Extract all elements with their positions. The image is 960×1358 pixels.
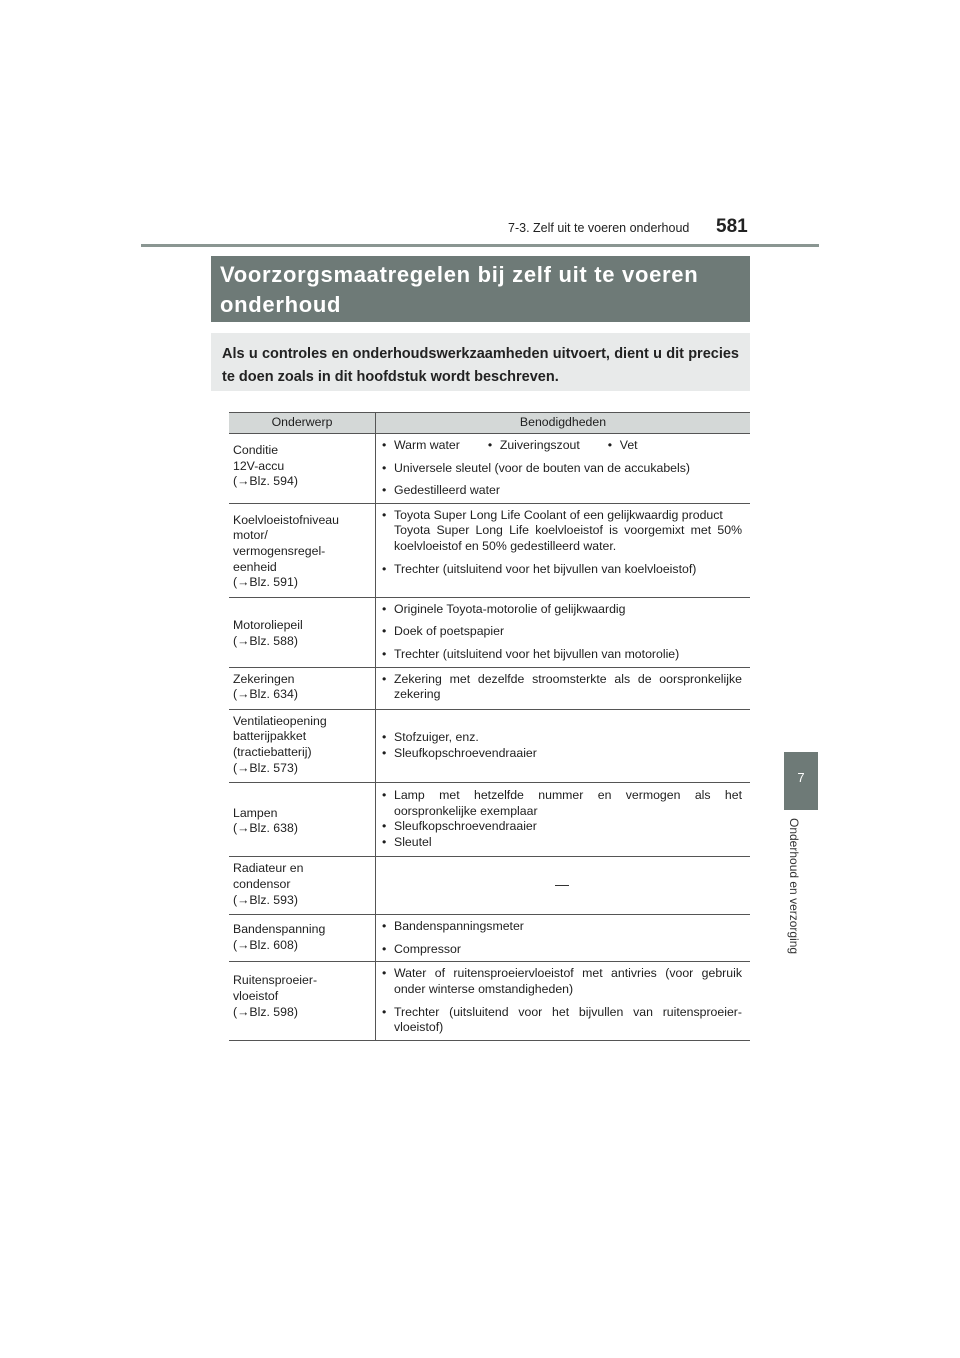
list-item: • Lamp met hetzelfde nummer en vermogen als het oorspronkelijke exemplaar [382, 788, 742, 819]
supplies-cell [376, 709, 751, 782]
subject-line: (→Blz. 638) [233, 821, 298, 836]
table-row [229, 597, 750, 667]
empty-dash [555, 885, 569, 886]
subject-line: motor/ [233, 528, 268, 543]
subject-line: Bandenspanning [233, 922, 326, 937]
subject-cell [229, 709, 376, 782]
subject-cell [229, 503, 376, 597]
subject-line: (→Blz. 608) [233, 937, 298, 952]
subject-cell [229, 962, 376, 1040]
subject-line: Radiateur en [233, 861, 304, 876]
list-item: • Bandenspanningsmeter [382, 919, 742, 935]
list-item: • Warm water [382, 438, 460, 454]
table-row [229, 709, 750, 782]
subject-line: eenheid [233, 559, 277, 574]
list-item: • Originele Toyota-motorolie of gelijkwaardig [382, 602, 742, 618]
maintenance-table [229, 412, 750, 1041]
subject-line: Ruitensproeier- [233, 973, 318, 988]
list-item: • Trechter (uitsluitend voor het bijvullen van ruitensproeier-vloeistof) [382, 1005, 742, 1036]
subject-line: batterijpakket [233, 729, 307, 744]
subject-line: (tractiebatterij) [233, 744, 312, 759]
table-row [229, 503, 750, 597]
supplies-list [382, 788, 742, 850]
column-header-subject: Onderwerp [229, 413, 376, 434]
subject-line: (→Blz. 634) [233, 687, 298, 702]
table-row [229, 915, 750, 962]
list-item: • Sleufkopschroevendraaier [382, 746, 742, 762]
subject-cell [229, 597, 376, 667]
subject-line: (→Blz. 591) [233, 575, 298, 590]
chapter-label: Onderhoud en verzorging [787, 818, 801, 955]
list-item: • Stofzuiger, enz. [382, 730, 742, 746]
list-item [382, 508, 742, 555]
intro-text: Als u controles en onderhoudswerkzaamheden uitvoert, dient u dit precies te doen zoals in dit hoofdstuk wordt beschreven. [211, 333, 750, 391]
subject-cell [229, 915, 376, 962]
page-title: Voorzorgsmaatregelen bij zelf uit te voeren onderhoud [211, 256, 750, 322]
list-item: • Gedestilleerd water [382, 483, 742, 499]
table-row [229, 783, 750, 857]
supplies-cell [376, 962, 751, 1040]
supplies-cell [376, 783, 751, 857]
list-item: • Universele sleutel (voor de bouten van de accukabels) [382, 461, 742, 477]
supplies-list [382, 602, 742, 663]
list-item-text: Toyota Super Long Life Coolant of een gelijkwaardig product [394, 507, 723, 522]
table-header-row [229, 413, 750, 434]
subject-line: Motoroliepeil [233, 618, 303, 633]
subject-cell [229, 857, 376, 915]
list-item: • Compressor [382, 942, 742, 958]
table-row [229, 434, 750, 504]
supplies-list [382, 966, 742, 1035]
list-item: • Doek of poetspapier [382, 624, 742, 640]
subject-line: Ventilatieopening [233, 713, 327, 728]
list-item-note: Toyota Super Long Life koelvloeistof is voorgemixt met 50% koelvloeistof en 50% gedestilleerd water. [394, 523, 742, 553]
list-item: • Trechter (uitsluitend voor het bijvullen van motorolie) [382, 647, 742, 663]
supplies-cell [376, 597, 751, 667]
subject-line: Zekeringen [233, 671, 295, 686]
list-item: • Zuiveringszout [488, 438, 580, 454]
subject-line: (→Blz. 593) [233, 892, 298, 907]
page-number: 581 [716, 216, 748, 237]
supplies-cell [376, 857, 751, 915]
table-row [229, 962, 750, 1040]
supplies-cell [376, 503, 751, 597]
subject-cell [229, 783, 376, 857]
subject-line: vermogensregel- [233, 543, 326, 558]
header-divider [141, 244, 819, 247]
subject-line: Koelvloeistofniveau [233, 512, 339, 527]
subject-line: vloeistof [233, 989, 279, 1004]
subject-line: condensor [233, 877, 291, 892]
supplies-cell [376, 915, 751, 962]
subject-line: (→Blz. 573) [233, 760, 298, 775]
supplies-list [382, 730, 742, 761]
supplies-cell [376, 667, 751, 709]
list-item: • Water of ruitensproeiervloeistof met antivries (voor gebruik onder winterse omstandigheden) [382, 966, 742, 997]
subject-line: Lampen [233, 805, 278, 820]
subject-line: (→Blz. 594) [233, 474, 298, 489]
list-item: • Zekering met dezelfde stroomsterkte als de oorspronkelijke zekering [382, 672, 742, 703]
subject-cell [229, 667, 376, 709]
subject-line: Conditie [233, 443, 279, 457]
supplies-list [382, 461, 742, 499]
subject-cell [229, 434, 376, 504]
supplies-list [382, 919, 742, 957]
list-item: • Sleutel [382, 835, 742, 851]
chapter-tab: 7 [784, 752, 818, 810]
table-row [229, 857, 750, 915]
column-header-supplies: Benodigdheden [376, 413, 751, 434]
supplies-list [382, 508, 742, 577]
supplies-cell [376, 434, 751, 504]
list-item: • Vet [608, 438, 638, 454]
inline-supplies [382, 438, 742, 454]
list-item: • Trechter (uitsluitend voor het bijvullen van koelvloeistof) [382, 562, 742, 578]
subject-line: (→Blz. 598) [233, 1004, 298, 1019]
table-row [229, 667, 750, 709]
list-item: • Sleufkopschroevendraaier [382, 819, 742, 835]
supplies-list [382, 672, 742, 703]
section-title: 7-3. Zelf uit te voeren onderhoud [508, 221, 690, 235]
subject-line: 12V-accu [233, 458, 285, 473]
subject-line: (→Blz. 588) [233, 633, 298, 648]
